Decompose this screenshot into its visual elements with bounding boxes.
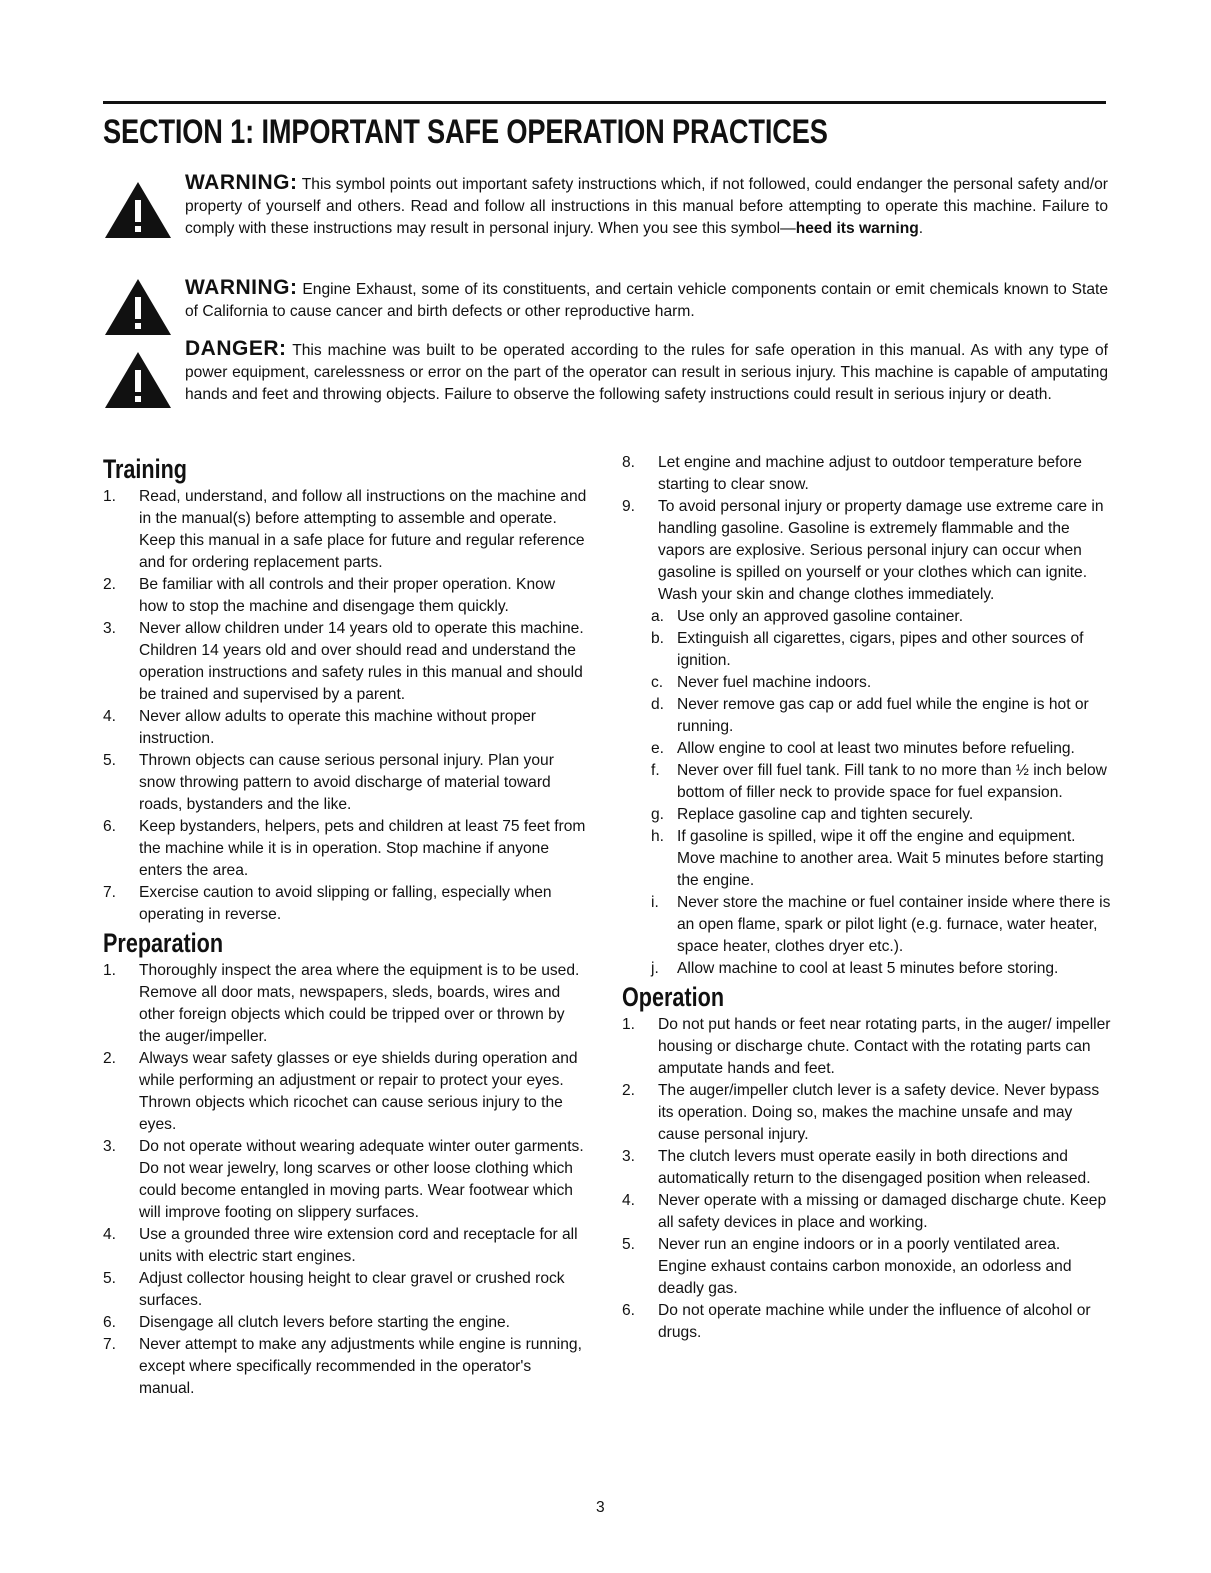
list-item-text: The clutch levers must operate easily in both directions and automatically return to the disengaged position when released. <box>658 1148 1091 1187</box>
list-item-text: Do not operate machine while under the influence of alcohol or drugs. <box>658 1302 1091 1341</box>
preparation-continued-list <box>622 452 1112 606</box>
preparation-item <box>103 1136 587 1224</box>
training-list <box>103 486 587 926</box>
list-item-text: Thoroughly inspect the area where the equipment is to be used. Remove all door mats, newspapers, sleds, boards, wires and other foreign objects which could be tripped over or thrown by the auger/impeller. <box>139 962 580 1045</box>
operation-item <box>622 1080 1112 1146</box>
list-item-text: Extinguish all cigarettes, cigars, pipes and other sources of ignition. <box>677 630 1084 669</box>
warning-triangle-icon <box>103 350 173 410</box>
preparation-heading: Preparation <box>103 928 224 958</box>
list-item-text: Thrown objects can cause serious personal injury. Plan your snow throwing pattern to avoid discharge of material toward roads, bystanders and the like. <box>139 752 554 813</box>
gasoline-sub-item <box>622 606 1112 628</box>
operation-item <box>622 1234 1112 1300</box>
list-item-number: 1. <box>103 488 117 505</box>
list-item-text: Never attempt to make any adjustments while engine is running, except where specifically recommended in the operator's manual. <box>139 1336 582 1397</box>
list-item-text: Never allow adults to operate this machine without proper instruction. <box>139 708 536 747</box>
list-item-text: Allow engine to cool at least two minutes before refueling. <box>677 740 1075 757</box>
list-item-number: g. <box>651 806 665 823</box>
list-item-text: Never allow children under 14 years old to operate this machine. Children 14 years old and over should read and understand the operation instructions and safety rules in this manual and should be trained and supervised by a parent. <box>139 620 584 703</box>
preparation-item <box>103 1334 587 1400</box>
list-item-number: 7. <box>103 1336 117 1353</box>
list-item-number: 6. <box>103 1314 117 1331</box>
list-item-text: Never run an engine indoors or in a poorly ventilated area. Engine exhaust contains carbon monoxide, an odorless and deadly gas. <box>658 1236 1072 1297</box>
list-item-text: Disengage all clutch levers before starting the engine. <box>139 1314 511 1331</box>
warning-body: Engine Exhaust, some of its constituents, and certain vehicle components contain or emit chemicals known to State of California to cause cancer and birth defects or other reproductive harm. <box>185 281 1108 320</box>
gasoline-sub-item <box>622 672 1112 694</box>
operation-list <box>622 1014 1112 1344</box>
preparation-item <box>103 1312 587 1334</box>
training-item <box>103 882 587 926</box>
warning-heading: WARNING: <box>185 171 298 194</box>
gasoline-sub-item <box>622 826 1112 892</box>
list-item-number: a. <box>651 608 665 625</box>
list-item-text: Exercise caution to avoid slipping or falling, especially when operating in reverse. <box>139 884 552 923</box>
list-item-text: Keep bystanders, helpers, pets and children at least 75 feet from the machine while it is in operation. Stop machine if anyone enters the area. <box>139 818 586 879</box>
right-column <box>622 452 1112 1344</box>
list-item-text: Never fuel machine indoors. <box>677 674 872 691</box>
danger-text <box>185 338 1108 406</box>
list-item-number: 5. <box>622 1236 636 1253</box>
preparation-item <box>103 1224 587 1268</box>
warning-triangle-icon <box>103 277 173 337</box>
danger-body: This machine was built to be operated according to the rules for safe operation in this manual. As with any type of power equipment, carelessness or error on the part of the operator can result in serious injury. This machine is capable of amputating hands and feet and throwing objects. Failure to observe the following safety instructions could result in serious injury or death. <box>185 342 1108 403</box>
list-item-number: 1. <box>103 962 117 979</box>
list-item-text: Use a grounded three wire extension cord and receptacle for all units with electric start engines. <box>139 1226 578 1265</box>
preparation-list <box>103 960 587 1400</box>
training-item <box>103 618 587 706</box>
list-item-number: 7. <box>103 884 117 901</box>
training-item <box>103 486 587 574</box>
warning-triangle-icon <box>103 180 173 240</box>
warning-text-2 <box>185 277 1108 323</box>
list-item-number: 3. <box>103 620 117 637</box>
warning-text-1 <box>185 172 1108 240</box>
warning-tail: . <box>918 220 924 237</box>
preparation-item <box>103 1048 587 1136</box>
list-item-number: 6. <box>103 818 117 835</box>
list-item-text: Always wear safety glasses or eye shields during operation and while performing an adjustment or repair to protect your eyes. Thrown objects which ricochet can cause serious injury to the eyes. <box>139 1050 578 1133</box>
list-item-text: Never operate with a missing or damaged discharge chute. Keep all safety devices in place and working. <box>658 1192 1107 1231</box>
list-item-text: Read, understand, and follow all instructions on the machine and in the manual(s) before attempting to assemble and operate. Keep this manual in a safe place for future and regular reference and for ordering replacement parts. <box>139 488 587 571</box>
gasoline-sub-item <box>622 628 1112 672</box>
top-rule <box>103 101 1106 104</box>
list-item-text: Let engine and machine adjust to outdoor temperature before starting to clear snow. <box>658 454 1082 493</box>
left-column <box>103 452 587 1400</box>
preparation-item <box>622 496 1112 606</box>
list-item-number: 2. <box>103 576 117 593</box>
list-item-number: c. <box>651 674 664 691</box>
training-item <box>103 816 587 882</box>
list-item-number: 3. <box>622 1148 636 1165</box>
list-item-number: 5. <box>103 1270 117 1287</box>
warning-block-1 <box>103 172 1108 240</box>
list-item-number: h. <box>651 828 665 845</box>
list-item-text: Adjust collector housing height to clear gravel or crushed rock surfaces. <box>139 1270 565 1309</box>
page-number: 3 <box>596 1499 605 1516</box>
warning-block-2 <box>103 277 1108 323</box>
list-item-number: d. <box>651 696 665 713</box>
warning-body: This symbol points out important safety instructions which, if not followed, could endanger the personal safety and/or property of yourself and others. Read and follow all instructions in this manual before attempting to operate this machine. Failure to comply with these instructions may result in personal injury. When you see this symbol— <box>185 176 1108 237</box>
preparation-item <box>103 960 587 1048</box>
list-item-number: 9. <box>622 498 636 515</box>
list-item-text: If gasoline is spilled, wipe it off the engine and equipment. Move machine to another area. Wait 5 minutes before starting the engine. <box>677 828 1104 889</box>
training-item <box>103 750 587 816</box>
list-item-number: 2. <box>103 1050 117 1067</box>
gasoline-sub-item <box>622 738 1112 760</box>
gasoline-sub-item <box>622 958 1112 980</box>
training-heading: Training <box>103 454 188 484</box>
list-item-number: 8. <box>622 454 636 471</box>
list-item-number: 1. <box>622 1016 636 1033</box>
list-item-text: Do not put hands or feet near rotating parts, in the auger/ impeller housing or discharge chute. Contact with the rotating parts can amputate hands and feet. <box>658 1016 1111 1077</box>
warning-heading: WARNING: <box>185 276 298 299</box>
operation-item <box>622 1190 1112 1234</box>
list-item-number: i. <box>651 894 659 911</box>
gasoline-sub-item <box>622 892 1112 958</box>
gasoline-sub-item <box>622 694 1112 738</box>
list-item-number: 4. <box>622 1192 636 1209</box>
operation-item <box>622 1146 1112 1190</box>
list-item-number: 2. <box>622 1082 636 1099</box>
preparation-item <box>622 452 1112 496</box>
section-title: SECTION 1: IMPORTANT SAFE OPERATION PRACTICES <box>103 113 828 151</box>
list-item-text: The auger/impeller clutch lever is a safety device. Never bypass its operation. Doing so, makes the machine unsafe and may cause personal injury. <box>658 1082 1100 1143</box>
list-item-text: Never over fill fuel tank. Fill tank to no more than ½ inch below bottom of filler neck to provide space for fuel expansion. <box>677 762 1107 801</box>
list-item-text: To avoid personal injury or property damage use extreme care in handling gasoline. Gasoline is extremely flammable and the vapors are explosive. Serious personal injury can occur when gasoline is spilled on yourself or your clothes which can ignite. Wash your skin and change clothes immediately. <box>658 498 1104 603</box>
list-item-number: b. <box>651 630 665 647</box>
gasoline-sub-item <box>622 804 1112 826</box>
training-item <box>103 574 587 618</box>
list-item-text: Allow machine to cool at least 5 minutes before storing. <box>677 960 1059 977</box>
list-item-text: Never remove gas cap or add fuel while the engine is hot or running. <box>677 696 1089 735</box>
list-item-text: Replace gasoline cap and tighten securely. <box>677 806 974 823</box>
list-item-text: Never store the machine or fuel container inside where there is an open flame, spark or pilot light (e.g. furnace, water heater, space heater, clothes dryer etc.). <box>677 894 1111 955</box>
list-item-number: j. <box>651 960 659 977</box>
list-item-number: 4. <box>103 708 117 725</box>
danger-heading: DANGER: <box>185 337 287 360</box>
warning-emphasis: heed its warning <box>795 220 919 237</box>
list-item-text: Do not operate without wearing adequate winter outer garments. Do not wear jewelry, long scarves or other loose clothing which could become entangled in moving parts. Wear footwear which will improve footing on slippery surfaces. <box>139 1138 584 1221</box>
list-item-number: 6. <box>622 1302 636 1319</box>
list-item-number: 5. <box>103 752 117 769</box>
operation-heading: Operation <box>622 982 725 1012</box>
training-item <box>103 706 587 750</box>
list-item-text: Use only an approved gasoline container. <box>677 608 964 625</box>
danger-block <box>103 338 1108 406</box>
operation-item <box>622 1300 1112 1344</box>
operation-item <box>622 1014 1112 1080</box>
list-item-number: e. <box>651 740 665 757</box>
gasoline-sub-item <box>622 760 1112 804</box>
list-item-number: 3. <box>103 1138 117 1155</box>
preparation-item <box>103 1268 587 1312</box>
list-item-text: Be familiar with all controls and their proper operation. Know how to stop the machine and disengage them quickly. <box>139 576 556 615</box>
list-item-number: f. <box>651 762 660 779</box>
list-item-number: 4. <box>103 1226 117 1243</box>
gasoline-sub-list <box>622 606 1112 980</box>
